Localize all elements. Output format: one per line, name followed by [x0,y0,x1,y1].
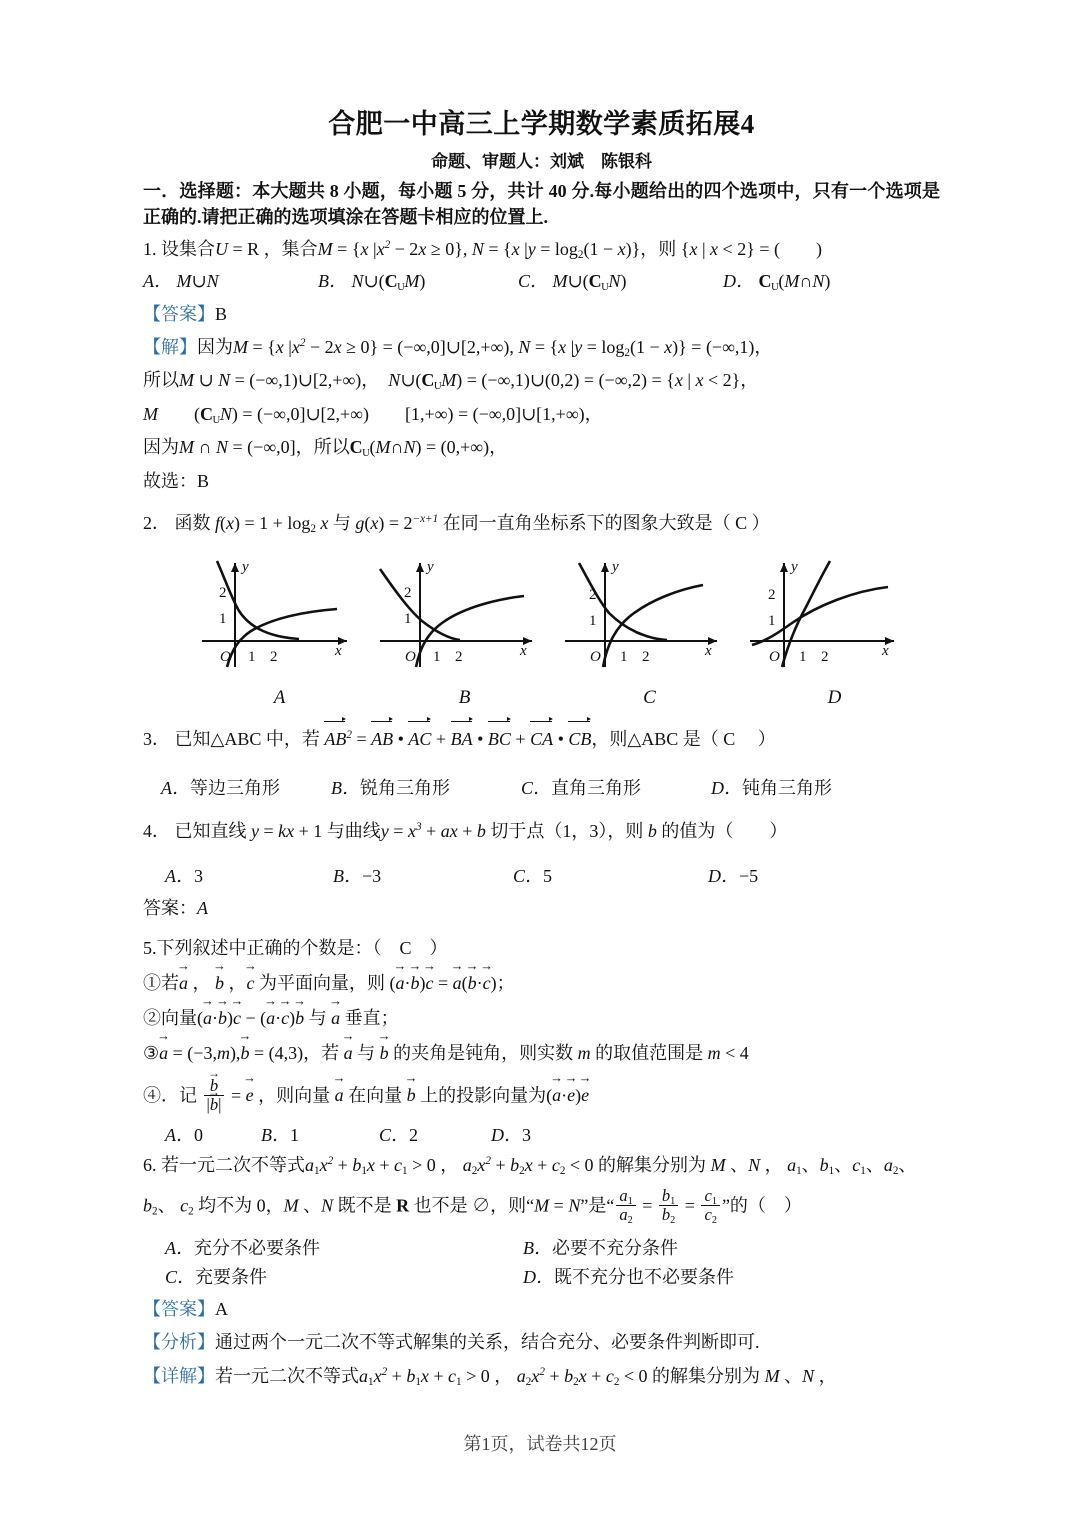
q6-option-b[interactable]: B．必要不充分条件 [523,1238,678,1259]
q6-answer: 【答案】A [143,1299,228,1320]
question-4-options [143,863,940,890]
svg-text:1: 1 [589,613,597,630]
figure-d [742,549,927,713]
svg-text:2: 2 [768,587,776,604]
q1-solution-line-3: M (CUN) = (−∞,0]∪[2,+∞) [1,+∞) = (−∞,0]∪[1,+∞)， [143,403,603,426]
figure-d-graph [742,549,927,674]
page-footer: 第1页，试卷共12页 [463,1434,617,1454]
svg-text:y: y [612,559,619,576]
question-3-stem: 3． 已知△ABC 中，若 $AB^2$ = AB • AC + BA • BC + CA • CB，则△ABC 是（ C ） [143,725,940,753]
q1-solution-line-1: 【解】因为M = {x $|x^2 - 2x \ge 0$} = (−∞,0]∪[2,+∞), N = {x $|y = \log_2(1 - x)\} = (-\infty,1)$， [143,336,773,359]
doc-authors: 命题、审题人：刘斌 陈银科 [431,152,652,171]
svg-text:y: y [242,559,249,576]
svg-text:1: 1 [248,649,256,666]
q6-option-a[interactable]: A．充分不必要条件 [165,1238,320,1259]
svg-text:1: 1 [433,649,441,666]
svg-text:x: x [520,643,527,660]
question-2-stem: 2． 函数 $f(x) = 1 + \log_2 x$ 与 $g(x) = 2^{-x+1}$ 在同一直角坐标系下的图象大致是（ C ） [143,513,770,536]
svg-text:y: y [791,559,798,576]
svg-text:1: 1 [620,649,628,666]
figure-b-label: B [458,687,471,709]
q1-option-c[interactable]: C． M∪(CUN) [518,271,627,294]
question-6-line-2: $b_2$、 $c_2$ 均不为 0，M 、N 既不是 R 也不是 ∅，则“M = N”是“ $\frac{a_1}{a_2}$ = $\frac{b_1}{b_2}$ = $\frac{c_1}{c_2}$ ”的（ ） [143,1186,802,1226]
svg-text:2: 2 [455,649,463,666]
svg-text:1: 1 [404,611,412,628]
q6-fraction-a: $\frac{a_1}{a_2}$ [616,1187,635,1224]
svg-text:O: O [769,649,780,666]
question-1 [143,236,940,496]
q6-fraction-b: $\frac{b_1}{b_2}$ [659,1187,678,1224]
question-1-stem: 1. 设集合U = R ，集合M = {x $|x^2 - 2x \ge 0$}, N = {x $|y = \log_2(1 - x)$}，则 {x | x < 2} = ( ) [143,239,822,262]
question-2-figures [143,549,940,713]
q6-fraction-c: $\frac{c_1}{c_2}$ [701,1187,719,1224]
question-5-options [143,1122,940,1149]
q1-solution-line-4: 因为M ∩ N = (−∞,0]，所以CU(M∩N) = (0,+∞)， [143,437,508,460]
q6-option-c[interactable]: C．充要条件 [165,1267,268,1288]
question-4-stem: 4． 已知直线 y = kx + 1 与曲线$y = x^3$ + ax + b 切于点（1，3），则 b 的值为（ ） [143,820,788,841]
q3-option-b[interactable]: B．锐角三角形 [331,777,450,798]
q3-option-c[interactable]: C．直角三角形 [521,777,642,798]
q1-stem-mid: ，集合 [263,239,318,260]
q5-item-3: ③a → = (−3,m),b → = (4,3)，若 a → 与 b → 的夹角是钝角，则实数 m 的取值范围是 m < 4 [143,1040,940,1067]
q5-option-d[interactable]: D．3 [491,1124,531,1145]
q6-detail: 【详解】若一元二次不等式$a_1x^2 + b_1x + c_1 > 0$ ， $a_2x^2 + b_2x + c_2 < 0$ 的解集分别为 M 、N ， [143,1365,837,1388]
svg-text:2: 2 [821,649,829,666]
q1-answer: 【答案】B [143,303,228,324]
q1-option-a[interactable]: A． M∪N [143,271,219,292]
svg-text:1: 1 [799,649,807,666]
figure-a [187,549,372,713]
q3-option-a[interactable]: A．等边三角形 [161,777,280,798]
question-3-options [143,775,940,802]
question-3 [143,725,940,802]
figure-c-graph [557,549,742,674]
svg-text:O: O [405,649,416,666]
q5-fraction-b-over-absb: $\frac{b \to}{|b \to|}$ [204,1077,225,1114]
svg-text:1: 1 [219,611,227,628]
q1-option-d[interactable]: D． CU(M∩N) [723,271,831,294]
q4-option-a[interactable]: A．3 [165,865,203,886]
figure-b-graph [372,549,557,674]
svg-text:x: x [882,643,889,660]
question-5-stem: 5.下列叙述中正确的个数是：（ C ） [143,937,448,958]
figure-d-label: D [827,687,842,709]
svg-text:2: 2 [642,649,650,666]
q4-option-d[interactable]: D．−5 [708,865,759,886]
q5-item-2: ②向量(a →·b →)c → − (a →·c →)b → 与 a → 垂直； [143,1005,940,1032]
question-1-options [143,268,940,295]
svg-text:x: x [335,643,342,660]
q5-option-b[interactable]: B．1 [261,1124,299,1145]
q5-item-4: ④．记 $\frac{b \to}{|b \to|}$ = e → ，则向量 a → 在向量 b → 上的投影向量为(a →·e →)e → [143,1079,940,1116]
q4-answer: 答案：A [143,897,208,918]
question-5 [143,935,940,1149]
page-title: 合肥一中高三上学期数学素质拓展4 [328,109,755,139]
question-6 [143,1152,940,1391]
question-2 [143,510,940,713]
q1-solution-line-5: 故选：B [143,470,210,491]
q3-option-d[interactable]: D．钝角三角形 [711,777,832,798]
svg-text:2: 2 [404,585,412,602]
q4-option-c[interactable]: C．5 [513,865,553,886]
figure-c [557,549,742,713]
section-intro: 一．选择题：本大题共 8 小题，每小题 5 分，共计 40 分.每小题给出的四个选项中，只有一个选项是正确的.请把正确的选项填涂在答题卡相应的位置上. [143,181,940,227]
svg-text:O: O [590,649,601,666]
q6-option-d[interactable]: D．既不充分也不必要条件 [523,1267,734,1288]
q4-option-b[interactable]: B．−3 [333,865,382,886]
figure-c-label: C [643,687,656,709]
q1-option-b[interactable]: B． N∪(CUM) [318,271,426,294]
svg-text:x: x [705,643,712,660]
svg-text:2: 2 [270,649,278,666]
question-6-options-row-1 [143,1235,940,1262]
svg-text:y: y [427,559,434,576]
q5-item-1: ①若a → ， b → ，c → 为平面向量，则 (a →·b →)c → = a →(b →·c →)； [143,970,940,997]
q5-option-c[interactable]: C．2 [379,1124,419,1145]
figure-a-label: A [273,687,286,709]
q1-stem-pre: 设集合 [161,239,215,260]
question-6-line-1: 6. 若一元二次不等式$a_1x^2 + b_1x + c_1 > 0$ ， $a_2x^2 + b_2x + c_2 < 0$ 的解集分别为 M 、N ， $a_1$、$b_1$、$c_1$、$a_2$、 [143,1154,917,1177]
q5-option-a[interactable]: A．0 [165,1124,203,1145]
question-6-options-row-2 [143,1264,940,1291]
svg-text:2: 2 [219,585,227,602]
figure-a-graph [187,549,372,674]
q1-number: 1. [143,239,157,260]
figure-b [372,549,557,713]
svg-text:1: 1 [768,613,776,630]
svg-text:O: O [220,649,231,666]
svg-text:2: 2 [589,587,597,604]
q1-solution-line-2: 所以M ∪ N = (−∞,1)∪[2,+∞)， N∪(CUM) = (−∞,1)∪(0,2) = (−∞,2) = {x | x < 2}， [143,369,759,393]
question-4 [143,818,940,923]
q6-analysis: 【分析】通过两个一元二次不等式解集的关系，结合充分、必要条件判断即可. [143,1332,760,1353]
